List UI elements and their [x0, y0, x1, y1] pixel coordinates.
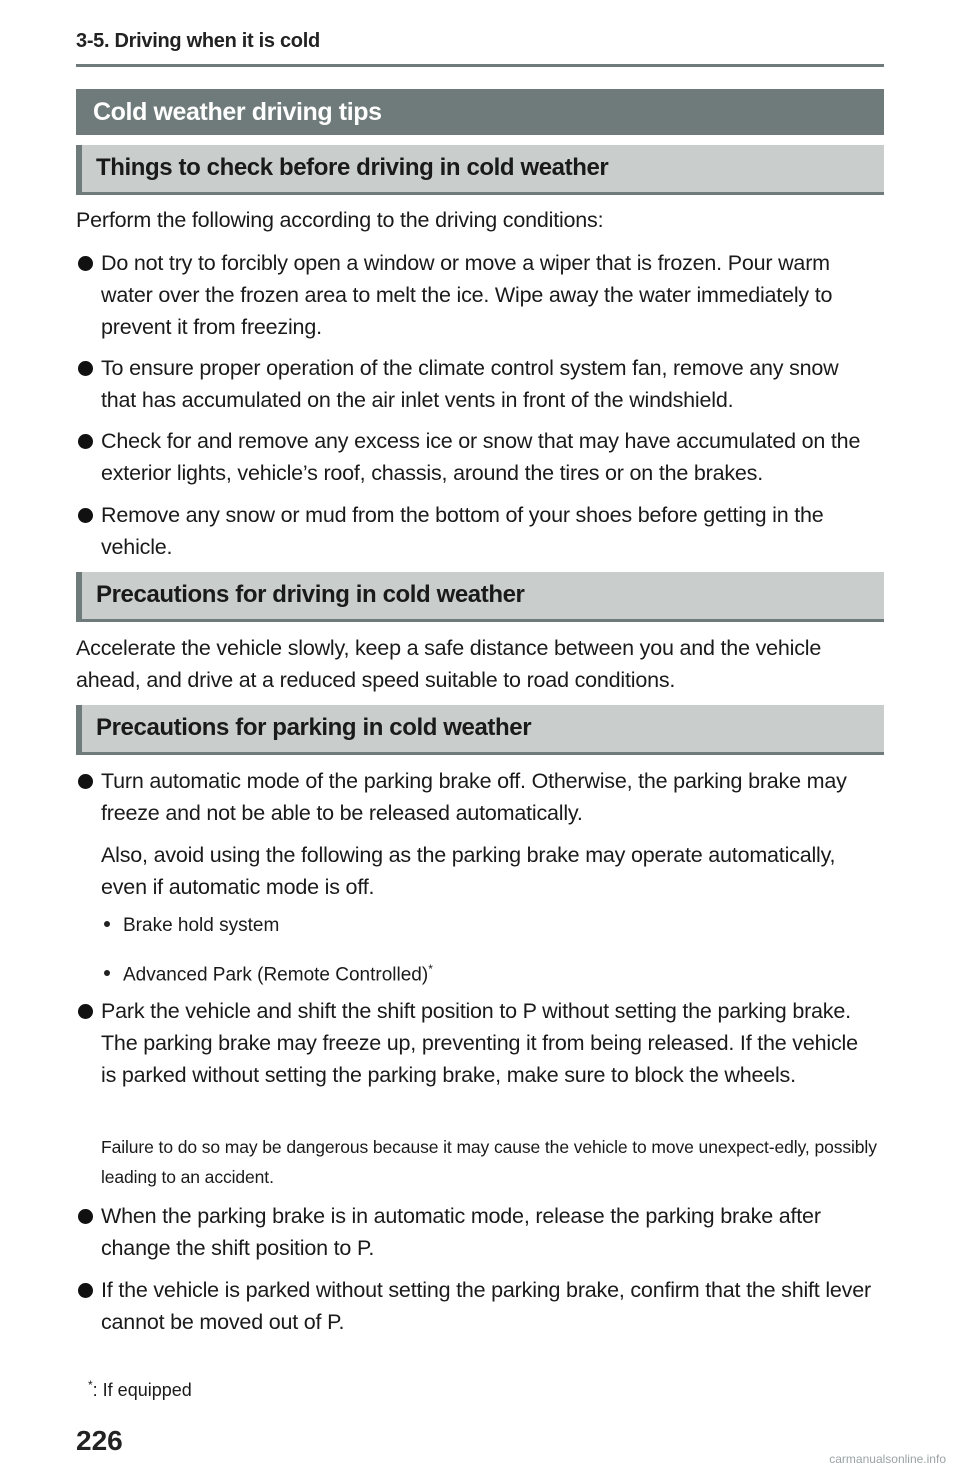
footnote-text: : If equipped	[92, 1380, 192, 1400]
sub-list-item	[104, 912, 279, 940]
sub-list-item-text: Advanced Park (Remote Controlled)	[123, 964, 429, 986]
small-bullet-icon	[104, 921, 110, 927]
check-intro: Perform the following according to the driving conditions:	[76, 208, 604, 232]
list-item	[76, 499, 876, 563]
sub-list-item	[104, 955, 433, 989]
bullet-icon	[78, 1004, 93, 1019]
list-item-text: Do not try to forcibly open a window or move a wiper that is frozen. Pour warm water over the frozen area to melt the ice. Wipe away the water immediately to prevent it from freezing.	[101, 251, 833, 339]
bullet-icon	[78, 1209, 93, 1224]
subheading-driving: Precautions for driving in cold weather	[76, 572, 884, 622]
list-item	[76, 425, 876, 489]
list-item-text: When the parking brake is in automatic mode, release the parking brake after change the shift position to P.	[101, 1204, 821, 1260]
bullet-icon	[78, 508, 93, 523]
list-item-text: If the vehicle is parked without setting the parking brake, confirm that the shift lever cannot be moved out of P.	[101, 1278, 871, 1334]
bullet-icon	[78, 774, 93, 789]
caution-note: Failure to do so may be dangerous because it may cause the vehicle to move unexpect-edly, possibly leading to an accident.	[101, 1137, 877, 1187]
list-item	[76, 765, 876, 829]
footnote	[88, 1378, 192, 1401]
list-item-text: Park the vehicle and shift the shift position to P without setting the parking brake. The parking brake may freeze up, preventing it from being released. If the vehicle is parked without setting the parking brake, make sure to block the wheels.	[101, 999, 858, 1087]
sub-list-item-text: Brake hold system	[123, 915, 280, 936]
bullet-icon	[78, 1283, 93, 1298]
section-title: Cold weather driving tips	[76, 89, 884, 135]
list-item	[76, 247, 876, 343]
list-item	[76, 1274, 876, 1338]
list-item	[76, 1200, 876, 1264]
small-bullet-icon	[104, 970, 110, 976]
bullet-icon	[78, 361, 93, 376]
footnote-mark: *	[428, 962, 433, 976]
list-item-text: Check for and remove any excess ice or snow that may have accumulated on the exterior lights, vehicle’s roof, chassis, around the tires or on the brakes.	[101, 429, 861, 485]
list-item-continuation: Also, avoid using the following as the parking brake may operate automatically, even if automatic mode is off.	[101, 843, 836, 899]
bullet-icon	[78, 256, 93, 271]
breadcrumb: 3-5. Driving when it is cold	[76, 30, 320, 52]
driving-text: Accelerate the vehicle slowly, keep a safe distance between you and the vehicle ahead, and drive at a reduced speed suitable to road conditions.	[76, 636, 822, 692]
bullet-icon	[78, 434, 93, 449]
header-rule	[76, 64, 884, 67]
footnote-mark: *	[88, 1378, 93, 1392]
list-item	[76, 995, 876, 1091]
list-item-text: Remove any snow or mud from the bottom of your shoes before getting in the vehicle.	[101, 503, 824, 559]
watermark: carmanualsonline.info	[829, 1452, 946, 1466]
page-number: 226	[76, 1425, 123, 1456]
subheading-check: Things to check before driving in cold weather	[76, 145, 884, 195]
list-item	[76, 352, 876, 416]
list-item-text: To ensure proper operation of the climate control system fan, remove any snow that has accumulated on the air inlet vents in front of the windshield.	[101, 356, 839, 412]
subheading-parking: Precautions for parking in cold weather	[76, 705, 884, 755]
list-item-text: Turn automatic mode of the parking brake off. Otherwise, the parking brake may freeze and not be able to be released automatically.	[101, 769, 847, 825]
